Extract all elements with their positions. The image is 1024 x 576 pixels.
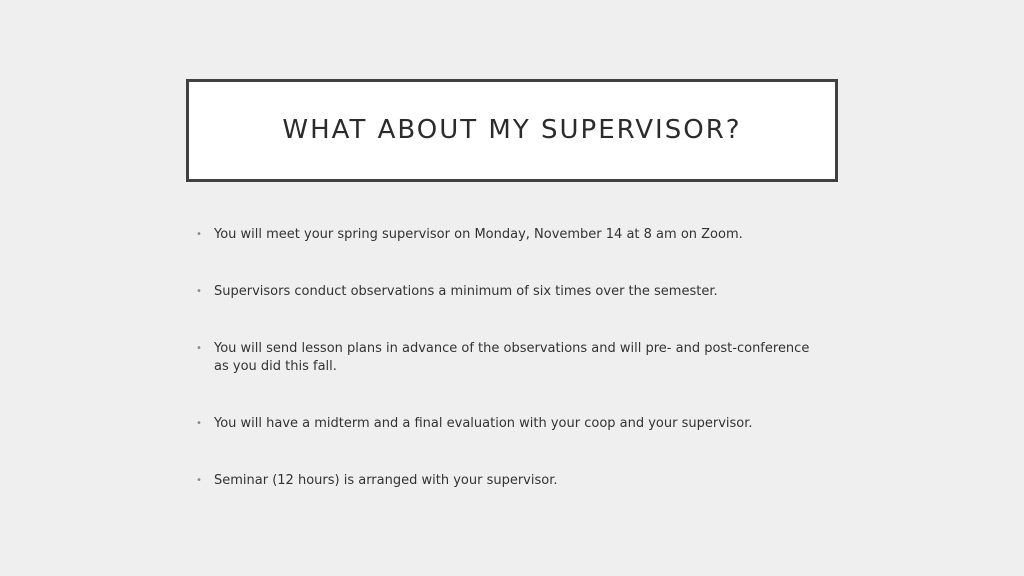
bullet-text: You will send lesson plans in advance of the observations and will pre- and post-conference as you did this fall. — [214, 341, 810, 374]
bullet-dot-icon: • — [196, 286, 202, 297]
bullet-dot-icon: • — [196, 418, 202, 429]
slide-title: WHAT ABOUT MY SUPERVISOR? — [282, 114, 742, 145]
bullet-text: Supervisors conduct observations a minimum of six times over the semester. — [214, 284, 718, 299]
bullet-dot-icon: • — [196, 229, 202, 240]
bullet-item — [196, 415, 836, 433]
bullet-text: You will have a midterm and a final evaluation with your coop and your supervisor. — [214, 416, 753, 431]
bullet-item — [196, 283, 836, 301]
bullet-item — [196, 340, 836, 376]
bullet-item — [196, 226, 836, 244]
bullet-text: Seminar (12 hours) is arranged with your supervisor. — [214, 473, 558, 488]
bullet-dot-icon: • — [196, 343, 202, 354]
bullet-dot-icon: • — [196, 475, 202, 486]
title-box — [186, 79, 838, 182]
bullet-text: You will meet your spring supervisor on Monday, November 14 at 8 am on Zoom. — [214, 227, 743, 242]
bullet-item — [196, 472, 836, 490]
